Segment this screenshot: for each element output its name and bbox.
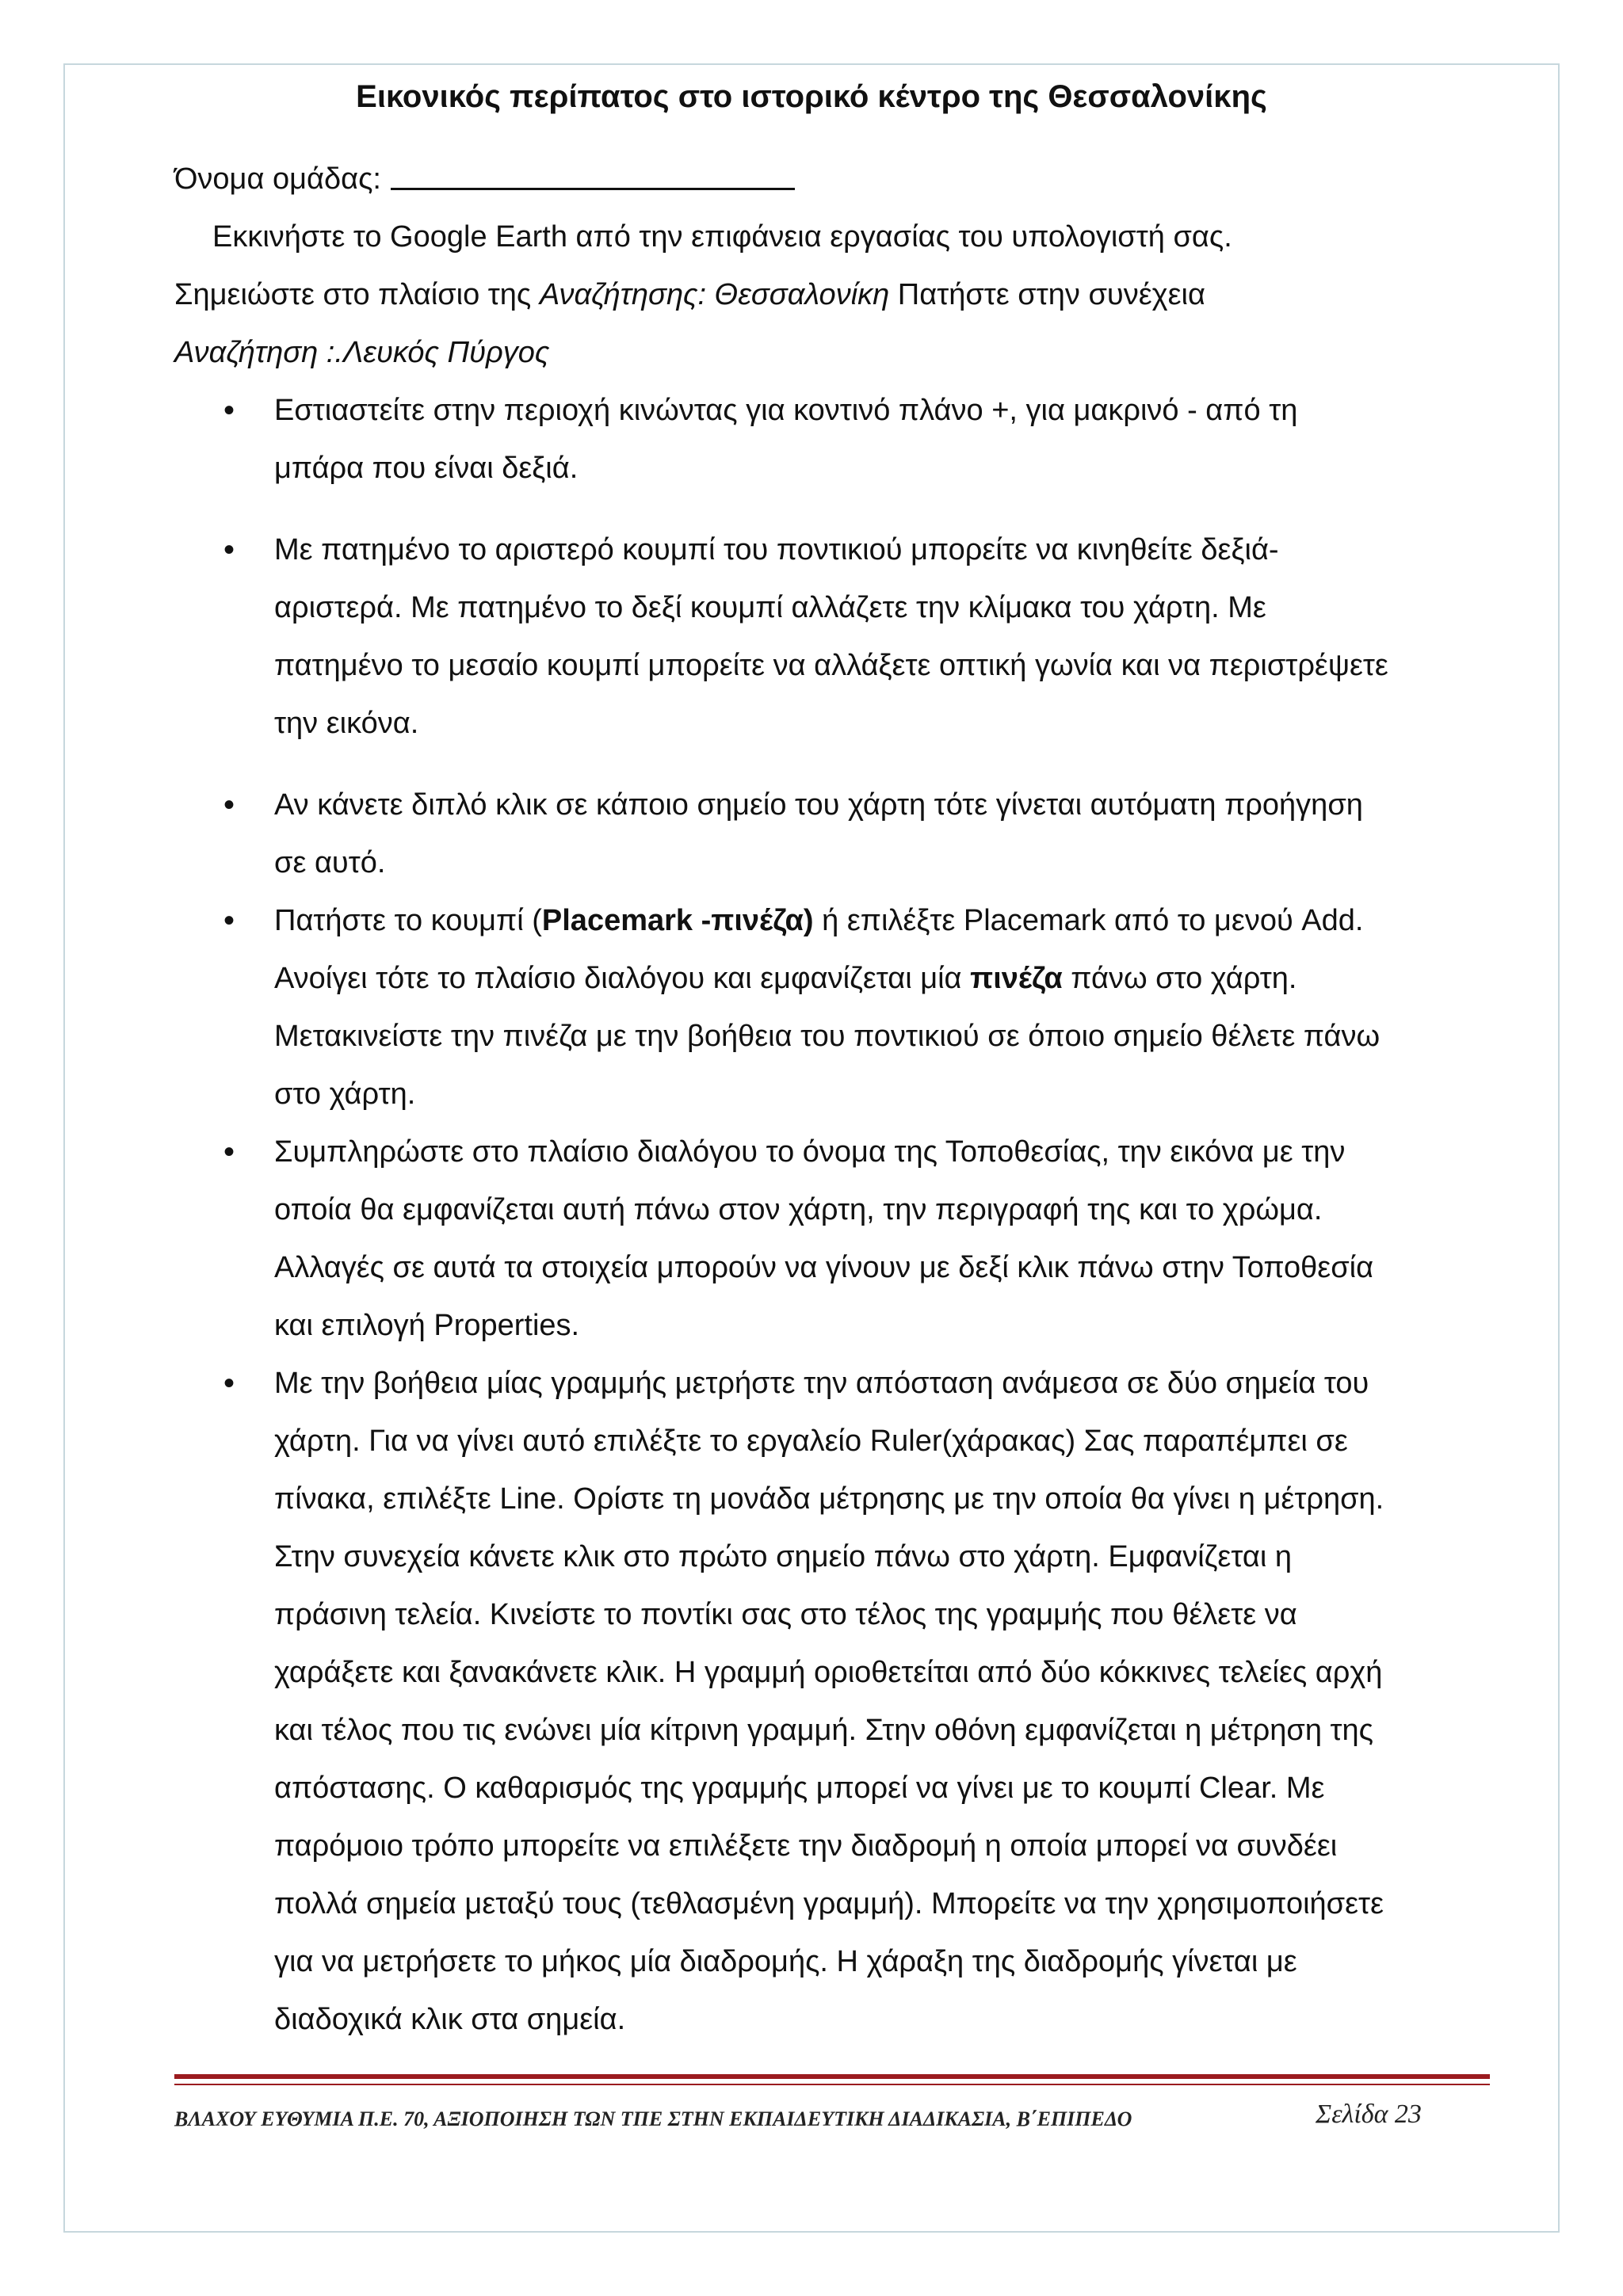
group-name-line xyxy=(174,151,1506,208)
text-span: πάνω στο χάρτη. xyxy=(1062,962,1297,995)
intro-line-2 xyxy=(174,266,1506,324)
list-item-line: στο χάρτη. xyxy=(274,1077,416,1111)
list-item xyxy=(174,521,1506,753)
pin-bold: πινέζα xyxy=(970,962,1063,995)
list-item-line xyxy=(274,950,1506,1008)
intro-line-3 xyxy=(174,324,1506,382)
list-item-line: απόστασης. Ο καθαρισμός της γραμμής μπορεί να γίνει με το κουμπί Clear. Με xyxy=(274,1772,1325,1805)
list-item-line: μπάρα που είναι δεξιά. xyxy=(274,452,579,485)
list-item-line: οποία θα εμφανίζεται αυτή πάνω στον χάρτη, την περιγραφή της και το χρώμα. xyxy=(274,1193,1323,1226)
instructions-list xyxy=(174,382,1506,2049)
list-item-line: Μετακινείστε την πινέζα με την βοήθεια του ποντικιού σε όποιο σημείο θέλετε πάνω xyxy=(274,1020,1381,1053)
list-item-line: Αλλαγές σε αυτά τα στοιχεία μπορούν να γίνουν με δεξί κλικ πάνω στην Τοποθεσία xyxy=(274,1251,1374,1284)
group-name-blank xyxy=(391,161,795,190)
list-item-line: και τέλος που τις ενώνει μία κίτρινη γραμμή. Στην οθόνη εμφανίζεται η μέτρηση της xyxy=(274,1714,1373,1747)
list-item-line: αριστερά. Με πατημένο το δεξί κουμπί αλλάζετε την κλίμακα του χάρτη. Με xyxy=(274,591,1266,624)
list-item-line xyxy=(274,892,1506,950)
list-item-line: πίνακα, επιλέξτε Line. Ορίστε τη μονάδα μέτρησης με την οποία θα γίνει η μέτρηση. xyxy=(274,1482,1384,1516)
footer-rule-thick xyxy=(174,2074,1490,2079)
list-item-line: χαράξετε και ξανακάνετε κλικ. Η γραμμή οριοθετείται από δύο κόκκινες τελείες αρχή xyxy=(274,1656,1383,1689)
list-item-line: παρόμοιο τρόπο μπορείτε να επιλέξετε την διαδρομή η οποία μπορεί να συνδέει xyxy=(274,1829,1338,1863)
intro-line-2-end: Πατήστε στην συνέχεια xyxy=(889,278,1205,311)
page-title: Εικονικός περίπατος στο ιστορικό κέντρο της Θεσσαλονίκης xyxy=(356,79,1267,114)
list-item xyxy=(174,1123,1506,1355)
intro-search-term: Αναζήτησης: Θεσσαλονίκη xyxy=(539,278,890,311)
text-span: Πατήστε το κουμπί ( xyxy=(274,904,542,937)
footer-rule-thin xyxy=(174,2084,1490,2085)
list-item-line: • Εστιαστείτε στην περιοχή κινώντας για κοντινό πλάνο +, για μακρινό - από τη xyxy=(274,394,1298,427)
intro-line-1: Εκκινήστε το Google Earth από την επιφάνεια εργασίας του υπολογιστή σας. xyxy=(212,220,1232,254)
list-item xyxy=(174,892,1506,1123)
list-item-line: • Αν κάνετε διπλό κλικ σε κάποιο σημείο του χάρτη τότε γίνεται αυτόματη προήγηση xyxy=(274,788,1363,822)
list-item xyxy=(174,1355,1506,2049)
list-item-line: σε αυτό. xyxy=(274,846,386,879)
list-item-line: και επιλογή Properties. xyxy=(274,1309,580,1342)
document-body xyxy=(174,151,1506,2049)
list-item-line: πατημένο το μεσαίο κουμπί μπορείτε να αλλάξετε οπτική γωνία και να περιστρέψετε xyxy=(274,649,1388,682)
intro-search-landmark: Αναζήτηση :.Λευκός Πύργος xyxy=(174,336,550,369)
list-item xyxy=(174,382,1506,498)
list-item-line: • Συμπληρώστε στο πλαίσιο διαλόγου το όνομα της Τοποθεσίας, την εικόνα με την xyxy=(274,1135,1346,1169)
list-item-line: πράσινη τελεία. Κινείστε το ποντίκι σας στο τέλος της γραμμής που θέλετε να xyxy=(274,1598,1297,1631)
list-item-line: πολλά σημεία μεταξύ τους (τεθλασμένη γραμμή). Μπορείτε να την χρησιμοποιήσετε xyxy=(274,1887,1384,1920)
placemark-bold: Placemark -πινέζα) xyxy=(541,904,814,937)
text-span: Ανοίγει τότε το πλαίσιο διαλόγου και εμφανίζεται μία xyxy=(274,962,971,995)
text-span: ή επιλέξτε Placemark από το μενού Add. xyxy=(813,904,1364,937)
footer-author-course: ΒΛΑΧΟΥ ΕΥΘΥΜΙΑ Π.Ε. 70, ΑΞΙΟΠΟΙΗΣΗ ΤΩΝ ΤΠΕ ΣΤΗΝ ΕΚΠΑΙΔΕΥΤΙΚΗ ΔΙΑΔΙΚΑΣΙΑ, Β΄ΕΠΙΠΕΔΟ xyxy=(174,2107,1132,2130)
list-item-line: Στην συνεχεία κάνετε κλικ στο πρώτο σημείο πάνω στο χάρτη. Εμφανίζεται η xyxy=(274,1540,1292,1573)
list-item-line: για να μετρήσετε το μήκος μία διαδρομής. Η χάραξη της διαδρομής γίνεται με xyxy=(274,1945,1297,1978)
intro-line-2-start: Σημειώστε στο πλαίσιο της xyxy=(174,278,540,311)
list-item-line: • Με την βοήθεια μίας γραμμής μετρήστε την απόσταση ανάμεσα σε δύο σημεία του xyxy=(274,1367,1369,1400)
list-item-line: χάρτη. Για να γίνει αυτό επιλέξτε το εργαλείο Ruler(χάρακας) Σας παραπέμπει σε xyxy=(274,1425,1348,1458)
list-item-line: διαδοχικά κλικ στα σημεία. xyxy=(274,2003,626,2036)
list-item-line: την εικόνα. xyxy=(274,707,419,740)
group-name-label: Όνομα ομάδας: xyxy=(174,162,381,196)
list-item xyxy=(174,776,1506,892)
footer-page-number: Σελίδα 23 xyxy=(1316,2100,1422,2129)
list-item-line: • Με πατημένο το αριστερό κουμπί του ποντικιού μπορείτε να κινηθείτε δεξιά- xyxy=(274,533,1279,566)
